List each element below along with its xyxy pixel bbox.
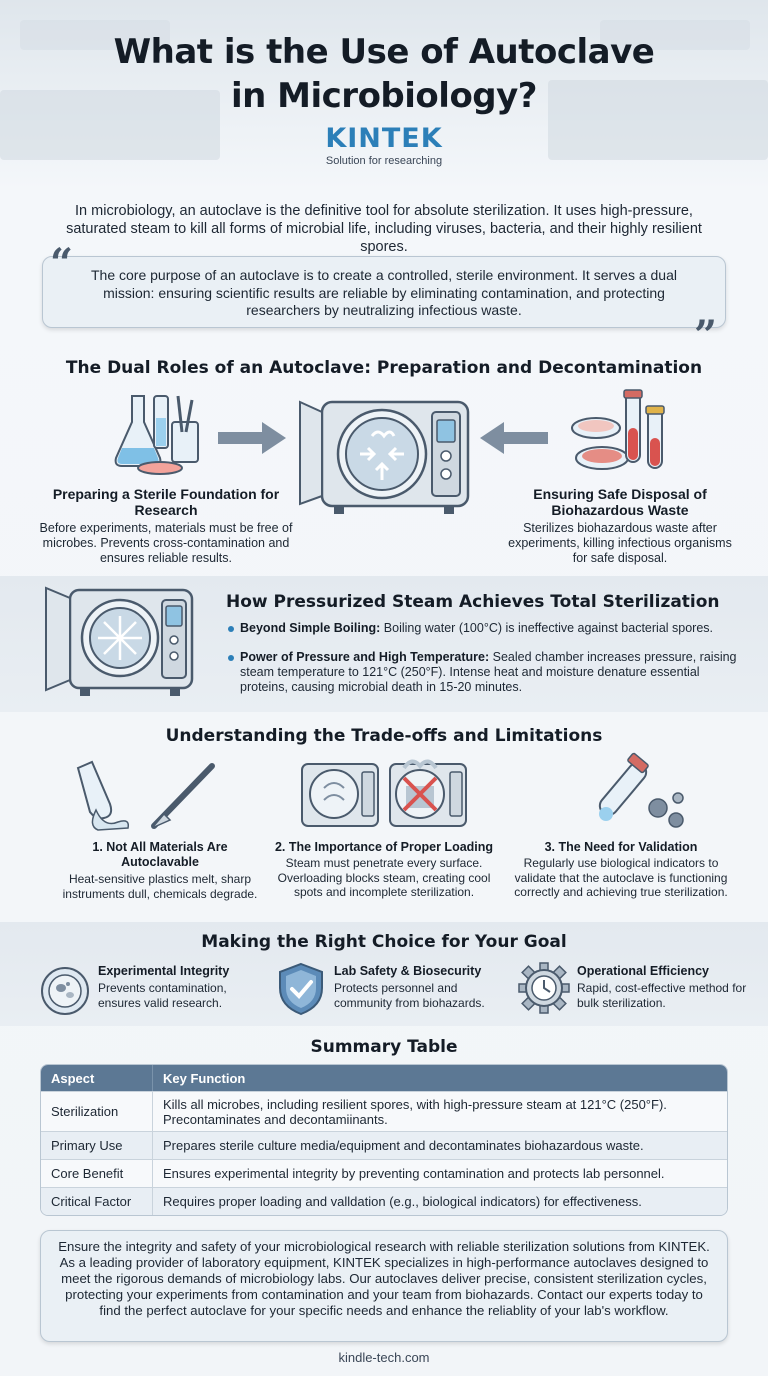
table-cell: Critical Factor: [41, 1188, 153, 1215]
goal-2-desc: Protects personnel and community from biohazards.: [334, 981, 485, 1010]
limitation-2-title: 2. The Importance of Proper Loading: [274, 840, 494, 854]
bullet-text: Boiling water (100°C) is ineffective against bacterial spores.: [383, 621, 714, 635]
cta-box: [40, 1230, 728, 1342]
intro-text: In microbiology, an autoclave is the definitive tool for absolute sterilization. It uses high-pressure, saturated steam to kill all forms of microbial life, including viruses, bacteria, and their highly resilient spores.: [66, 203, 702, 255]
biological-indicator-icon: [584, 756, 694, 834]
dual-roles-title: The Dual Roles of an Autoclave: Preparation and Decontamination: [65, 358, 703, 378]
brand-logo: [0, 124, 768, 168]
table-row: [41, 1159, 727, 1187]
table-cell: Ensures experimental integrity by preventing contamination and protects lab personnel.: [163, 1166, 665, 1181]
arrow-right-icon: [218, 418, 288, 458]
limitation-1-title: 1. Not All Materials Are Autoclavable: [92, 840, 228, 869]
shield-check-icon: [278, 962, 324, 1016]
goals-title: Making the Right Choice for Your Goal: [201, 932, 567, 952]
open-quote-icon: “: [50, 240, 74, 287]
table-header-cell: Aspect: [41, 1065, 153, 1091]
limitation-3-title: 3. The Need for Validation: [544, 840, 698, 854]
limitation-3-desc: Regularly use biological indicators to validate that the autoclave is functioning correctly and achieving true sterilization.: [514, 856, 728, 899]
table-row: [41, 1091, 727, 1131]
table-cell: Prepares sterile culture media/equipment and decontaminates biohazardous waste.: [163, 1138, 644, 1153]
table-row: [41, 1187, 727, 1215]
title-line-2: in Microbiology?: [230, 76, 538, 116]
page-title: [0, 30, 768, 118]
title-line-1: What is the Use of Autoclave: [113, 32, 655, 72]
table-cell: Requires proper loading and valldation (e.g., biological indicators) for effectiveness.: [163, 1194, 642, 1209]
bullet-label: Power of Pressure and High Temperature:: [240, 650, 490, 664]
goal-1-desc: Prevents contamination, ensures valid research.: [98, 981, 227, 1010]
limitation-2-desc: Steam must penetrate every surface. Overloading blocks steam, creating cool spots and incomplete sterilization.: [277, 856, 491, 899]
brand-tagline: Solution for researching: [325, 155, 443, 167]
table-cell: Core Benefit: [41, 1160, 153, 1187]
arrow-left-icon: [478, 418, 548, 458]
autoclave-open-icon: [40, 586, 196, 700]
autoclave-icon: [294, 398, 474, 516]
cta-text: Ensure the integrity and safety of your microbiological research with reliable sterilization solutions from KINTEK. As a leading provider of laboratory equipment, KINTEK specializes in high-performance autoclaves designed to meet the rigorous demands of microbiology labs. Our autoclaves deliver precise, consistent sterilization cycles, protecting your experiments from contamination and your team from biohazards. Contact our experts today to find the perfect autoclave for your specific needs and enhance the reliablity of your lab's workflow.: [58, 1239, 710, 1318]
bullet-text: Sealed chamber increases pressure, raising steam temperature to 121°C (250°F). Intense heat and moisture denature essential proteins, causing microbial death in 15-20 minutes.: [240, 650, 737, 694]
table-cell: Primary Use: [41, 1132, 153, 1159]
brand-name: KINTEK: [325, 123, 443, 154]
gear-clock-icon: [518, 962, 570, 1014]
role-disposal-desc: Sterilizes biohazardous waste after experiments, killing infectious organisms for safe disposal.: [508, 521, 732, 565]
quote-text: The core purpose of an autoclave is to create a controlled, sterile environment. It serves a dual mission: ensuring scientific results are reliable by eliminating contamination, and protecting researchers by neutralizing infectious waste.: [91, 267, 677, 318]
header-banner: [0, 0, 768, 190]
bullet-label: Beyond Simple Boiling:: [240, 621, 381, 635]
footer-link[interactable]: kindle-tech.com: [338, 1350, 430, 1365]
steam-bullet-2: [240, 650, 740, 695]
bullet-dot: [228, 626, 234, 632]
table-header-cell: Key Function: [163, 1070, 246, 1086]
table-row: [41, 1131, 727, 1159]
bullet-dot: [228, 655, 234, 661]
microbe-icon: [40, 966, 90, 1016]
role-preparing-desc: Before experiments, materials must be free of microbes. Prevents cross-contamination and ensures reliable results.: [39, 521, 293, 565]
summary-table: [40, 1064, 728, 1216]
goal-2-title: Lab Safety & Biosecurity: [334, 964, 482, 978]
role-disposal-title: Ensuring Safe Disposal of Biohazardous Waste: [533, 486, 707, 518]
goal-3-desc: Rapid, cost-effective method for bulk sterilization.: [577, 981, 747, 1010]
core-purpose-quote: [42, 256, 726, 328]
limitation-1-desc: Heat-sensitive plastics melt, sharp instruments dull, chemicals degrade.: [62, 872, 258, 901]
goal-3-title: Operational Efficiency: [577, 964, 709, 978]
overloaded-autoclave-icon: [300, 756, 470, 832]
steam-title: How Pressurized Steam Achieves Total Sterilization: [226, 592, 720, 612]
table-cell: Kills all microbes, including resilient spores, with high-pressure steam at 121°C (250°F). Precontaminates and decontamiinants.: [163, 1096, 667, 1127]
close-quote-icon: ”: [694, 312, 718, 359]
steam-bullet-1: [240, 621, 740, 636]
table-header-row: [41, 1065, 727, 1091]
summary-title: Summary Table: [310, 1037, 458, 1057]
table-cell: Sterilization: [41, 1092, 153, 1131]
petri-dish-tubes-icon: [568, 388, 668, 476]
limitations-title: Understanding the Trade-offs and Limitations: [165, 726, 603, 746]
melted-tube-scalpel-icon: [74, 760, 224, 832]
role-preparing-title: Preparing a Sterile Foundation for Research: [52, 486, 280, 518]
goal-1-title: Experimental Integrity: [98, 964, 230, 978]
lab-glassware-icon: [110, 392, 210, 476]
